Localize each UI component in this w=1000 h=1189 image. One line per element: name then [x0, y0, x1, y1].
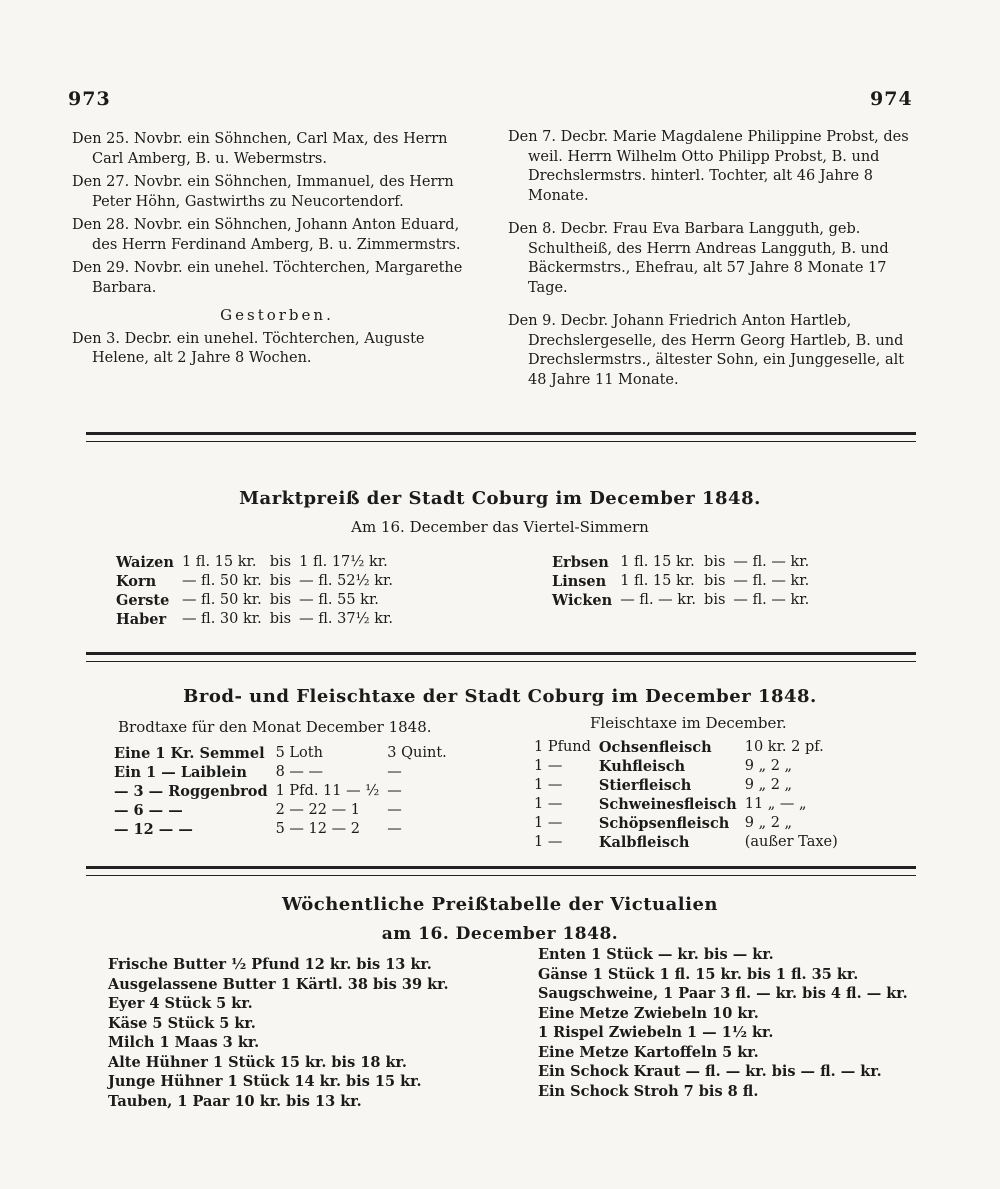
grain-price-table	[112, 553, 397, 629]
table-row: Korn — fl. 50 kr. bis — fl. 52½ kr.	[116, 573, 393, 590]
list-item: Eine Metze Zwiebeln 10 kr.	[538, 1004, 759, 1022]
meat-tax-heading: Fleischtaxe im December.	[590, 714, 787, 732]
table-row: Erbsen 1 fl. 15 kr. bis — fl. — kr.	[552, 554, 810, 571]
table-row: 1 — Schweinesfleisch 11 „ — „	[534, 796, 807, 813]
victualien-left-list	[108, 955, 449, 1111]
table-row: — 3 — Roggenbrod 1 Pfd. 11 — ½ —	[114, 783, 402, 800]
taxe-title: Brod- und Fleischtaxe der Stadt Coburg im December 1848.	[183, 686, 817, 707]
page-number-right: 974	[870, 88, 913, 110]
table-row: 1 — Schöpsenfleisch 9 „ 2 „	[534, 815, 793, 832]
meat-tax-table	[530, 738, 842, 852]
list-item: Ein Schock Kraut — fl. — kr. bis — fl. — kr.	[538, 1063, 882, 1080]
page-number-left: 973	[68, 88, 111, 110]
legume-price-table	[548, 553, 813, 610]
table-row: 1 — Stierfleisch 9 „ 2 „	[534, 777, 793, 794]
market-subtitle: Am 16. December das Viertel-Simmern	[351, 518, 649, 536]
list-item: Alte Hühner 1 Stück 15 kr. bis 18 kr.	[108, 1053, 407, 1071]
entry: Den 9. Decbr. Johann Friedrich Anton Hartleb, Drechslergeselle, des Herrn Georg Hartleb, B. und Drechslermstrs., ältester Sohn, ein Junggeselle, alt 48 Jahre 11 Monate.	[508, 313, 905, 388]
table-row: — 12 — — 5 — 12 — 2 —	[114, 821, 402, 838]
table-row: 1 — Kalbfleisch (außer Taxe)	[534, 834, 838, 851]
entry: Den 25. Novbr. ein Söhnchen, Carl Max, des Herrn Carl Amberg, B. u. Webermstrs.	[72, 131, 448, 167]
list-item: Ein Schock Stroh 7 bis 8 fl.	[538, 1082, 759, 1100]
entry: Den 29. Novbr. ein unehel. Töchterchen, Margarethe Barbara.	[72, 260, 463, 296]
section-divider	[86, 432, 916, 442]
entry: Den 28. Novbr. ein Söhnchen, Johann Anton Eduard, des Herrn Ferdinand Amberg, B. u. Zimmermstrs.	[72, 217, 461, 253]
deaths-column	[508, 128, 918, 404]
table-row: Eine 1 Kr. Semmel 5 Loth 3 Quint.	[114, 745, 447, 762]
table-row: Waizen 1 fl. 15 kr. bis 1 fl. 17½ kr.	[116, 554, 388, 571]
list-item: Enten 1 Stück — kr. bis — kr.	[538, 946, 774, 963]
list-item: Eine Metze Kartoffeln 5 kr.	[538, 1043, 759, 1061]
victualien-right-list	[538, 945, 908, 1101]
table-row: Ein 1 — Laiblein 8 — — —	[114, 764, 402, 781]
list-item: Tauben, 1 Paar 10 kr. bis 13 kr.	[108, 1092, 362, 1110]
section-divider	[86, 866, 916, 876]
list-item: Eyer 4 Stück 5 kr.	[108, 995, 253, 1012]
table-row: Linsen 1 fl. 15 kr. bis — fl. — kr.	[552, 573, 810, 590]
entry: Den 8. Decbr. Frau Eva Barbara Langguth, geb. Schultheiß, des Herrn Andreas Langguth, B. und Bäckermstrs., Ehefrau, alt 57 Jahre 8 Monate 17 Tage.	[508, 221, 889, 296]
list-item: Junge Hühner 1 Stück 14 kr. bis 15 kr.	[108, 1073, 422, 1090]
list-item: Frische Butter ½ Pfund 12 kr. bis 13 kr.	[108, 956, 432, 973]
table-row: Gerste — fl. 50 kr. bis — fl. 55 kr.	[116, 592, 379, 609]
market-title: Marktpreiß der Stadt Coburg im December 1848.	[239, 488, 761, 509]
bread-tax-table	[110, 744, 451, 839]
list-item: Gänse 1 Stück 1 fl. 15 kr. bis 1 fl. 35 kr.	[538, 965, 859, 983]
list-item: Käse 5 Stück 5 kr.	[108, 1014, 256, 1032]
bread-tax-heading: Brodtaxe für den Monat December 1848.	[118, 718, 432, 736]
table-row: Haber — fl. 30 kr. bis — fl. 37½ kr.	[116, 611, 393, 628]
list-item: Milch 1 Maas 3 kr.	[108, 1034, 260, 1051]
section-divider	[86, 652, 916, 662]
victualien-title: Wöchentliche Preißtabelle der Victualien	[281, 894, 718, 915]
table-row: 1 Pfund Ochsenfleisch 10 kr. 2 pf.	[534, 739, 824, 756]
entry: Den 3. Decbr. ein unehel. Töchterchen, Auguste Helene, alt 2 Jahre 8 Wochen.	[72, 330, 425, 366]
table-row: Wicken — fl. — kr. bis — fl. — kr.	[552, 592, 810, 609]
entry: Den 27. Novbr. ein Söhnchen, Immanuel, des Herrn Peter Höhn, Gastwirths zu Neucortendorf.	[72, 174, 454, 210]
list-item: 1 Rispel Zwiebeln 1 — 1½ kr.	[538, 1024, 774, 1041]
births-column	[72, 130, 482, 373]
deaths-heading: Gestorben.	[220, 306, 334, 324]
table-row: — 6 — — 2 — 22 — 1 —	[114, 802, 402, 819]
entry: Den 7. Decbr. Marie Magdalene Philippine Probst, des weil. Herrn Wilhelm Otto Philipp Probst, B. und Drechslermstrs. hinterl. Tochter, alt 46 Jahre 8 Monate.	[508, 129, 909, 204]
list-item: Saugschweine, 1 Paar 3 fl. — kr. bis 4 fl. — kr.	[538, 985, 908, 1002]
table-row: 1 — Kuhfleisch 9 „ 2 „	[534, 758, 793, 775]
list-item: Ausgelassene Butter 1 Kärtl. 38 bis 39 kr.	[108, 975, 449, 993]
victualien-subtitle: am 16. December 1848.	[381, 924, 619, 944]
